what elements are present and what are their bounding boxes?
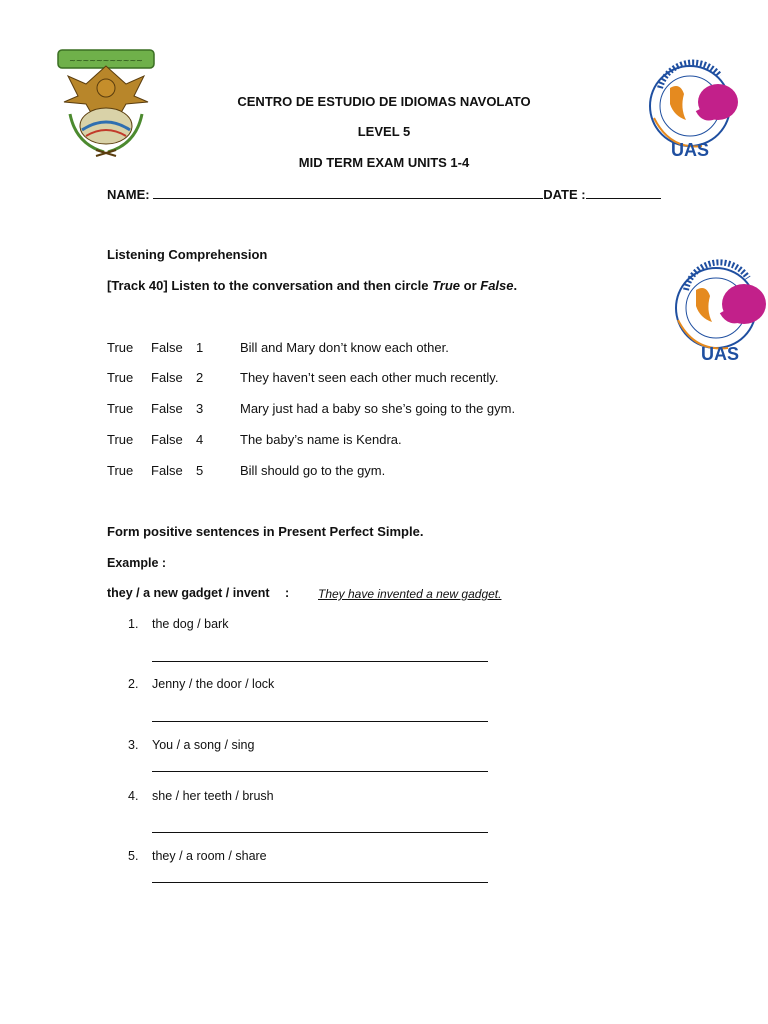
item-prompt: You / a song / sing xyxy=(152,738,255,752)
answer-line-1[interactable] xyxy=(152,660,488,662)
grammar-title: Form positive sentences in Present Perfect Simple. xyxy=(107,524,424,539)
instruction-false: False xyxy=(480,278,514,293)
false-option[interactable]: False xyxy=(151,340,183,355)
example-prompt: they / a new gadget / invent xyxy=(107,586,270,600)
svg-text:~~~~~~~~~~~: ~~~~~~~~~~~ xyxy=(69,56,143,65)
uas-language-center-logo-icon xyxy=(664,256,768,366)
item-prompt: they / a room / share xyxy=(152,849,267,863)
instruction-end: . xyxy=(513,278,518,293)
grammar-item-1 xyxy=(128,617,228,631)
grammar-item-2 xyxy=(128,677,274,691)
grammar-item-3 xyxy=(128,738,254,752)
date-field[interactable] xyxy=(586,186,661,199)
item-number: 2 xyxy=(196,370,204,385)
grammar-item-4 xyxy=(128,789,274,803)
item-text: Mary just had a baby so she’s going to the gym. xyxy=(240,401,516,416)
date-label: DATE : xyxy=(543,187,586,202)
true-option[interactable]: True xyxy=(107,370,134,385)
example-answer: They have invented a new gadget. xyxy=(318,587,502,601)
uas-text-2: UAS xyxy=(700,344,740,364)
instruction-true: True xyxy=(432,278,461,293)
listening-title: Listening Comprehension xyxy=(107,247,268,262)
level-title: LEVEL 5 xyxy=(357,124,411,139)
false-option[interactable]: False xyxy=(151,463,183,478)
instruction-prefix: [Track 40] Listen to the conversation and then circle xyxy=(107,278,433,293)
item-prompt: Jenny / the door / lock xyxy=(152,677,275,691)
exam-title: MID TERM EXAM UNITS 1-4 xyxy=(298,155,470,170)
false-option[interactable]: False xyxy=(151,401,183,416)
school-name: CENTRO DE ESTUDIO DE IDIOMAS NAVOLATO xyxy=(237,94,531,109)
answer-line-4[interactable] xyxy=(152,831,488,833)
false-option[interactable]: False xyxy=(151,370,183,385)
item-text: Bill and Mary don’t know each other. xyxy=(240,340,449,355)
true-option[interactable]: True xyxy=(107,432,134,447)
true-option[interactable]: True xyxy=(107,340,134,355)
true-option[interactable]: True xyxy=(107,401,134,416)
example-label: Example : xyxy=(107,556,167,570)
uas-logo-side xyxy=(664,256,768,366)
answer-line-5[interactable] xyxy=(152,881,488,883)
item-prompt: the dog / bark xyxy=(152,617,229,631)
item-number: 2. xyxy=(128,677,139,691)
false-option[interactable]: False xyxy=(151,432,183,447)
instruction-or: or xyxy=(460,278,481,293)
item-text: They haven’t seen each other much recently. xyxy=(240,370,499,385)
item-number: 4 xyxy=(196,432,204,447)
item-text: Bill should go to the gym. xyxy=(240,463,386,478)
item-number: 5 xyxy=(196,463,204,478)
answer-line-3[interactable] xyxy=(152,770,488,772)
item-number: 4. xyxy=(128,789,139,803)
item-number: 1. xyxy=(128,617,139,631)
uas-text: UAS xyxy=(670,140,710,160)
item-prompt: she / her teeth / brush xyxy=(152,789,274,803)
listening-instruction xyxy=(107,278,517,293)
true-option[interactable]: True xyxy=(107,463,134,478)
example-colon: : xyxy=(285,586,290,600)
item-text: The baby’s name is Kendra. xyxy=(240,432,402,447)
answer-line-2[interactable] xyxy=(152,720,488,722)
item-number: 3. xyxy=(128,738,139,752)
grammar-item-5 xyxy=(128,849,267,863)
item-number: 5. xyxy=(128,849,139,863)
name-date-row xyxy=(107,186,661,202)
name-field[interactable] xyxy=(153,186,543,199)
item-number: 1 xyxy=(196,340,204,355)
uas-language-center-logo-icon xyxy=(640,58,742,160)
name-label: NAME: xyxy=(107,187,150,202)
uas-logo-top xyxy=(640,58,742,160)
item-number: 3 xyxy=(196,401,204,416)
